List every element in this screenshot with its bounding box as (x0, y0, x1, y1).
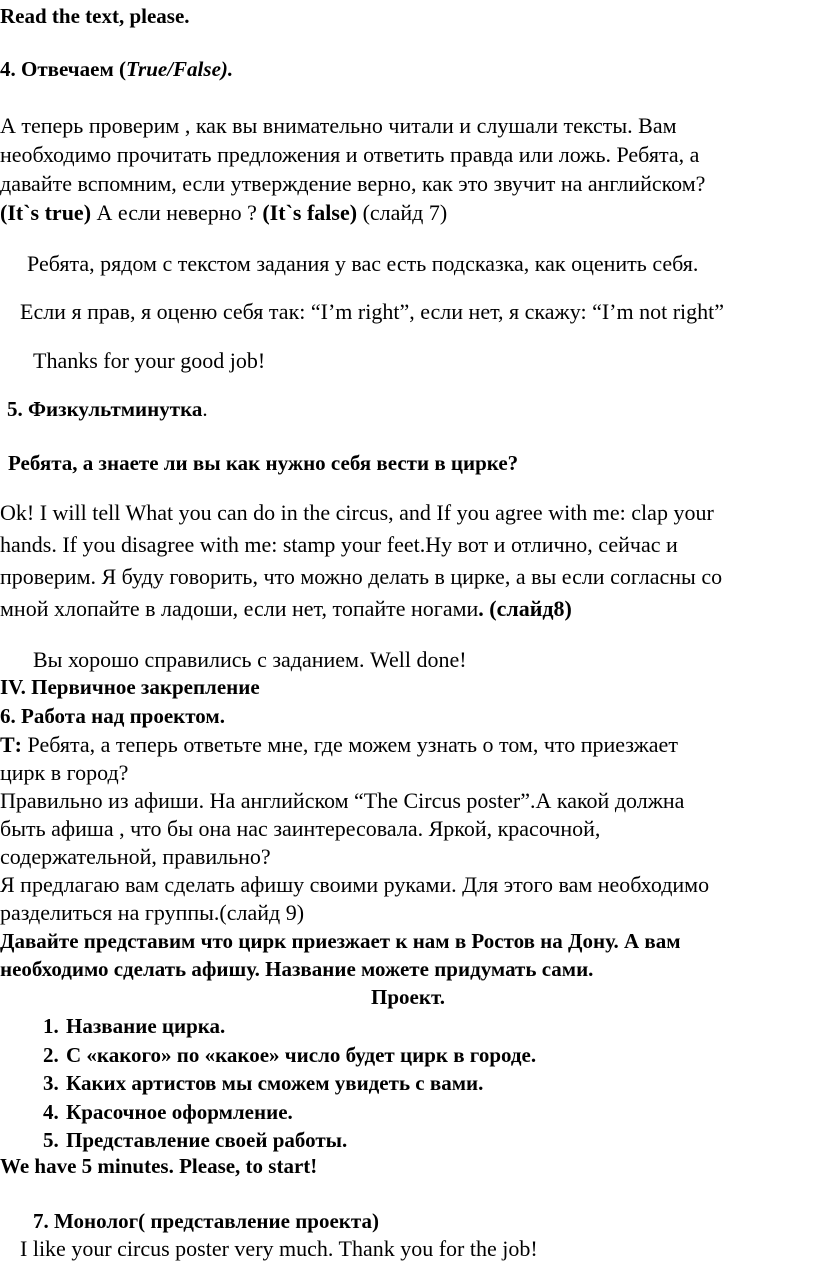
thanks-line: Thanks for your good job! (33, 348, 266, 373)
paragraph-line: А теперь проверим , как вы внимательно читали и слушали тексты. Вам (0, 113, 677, 138)
list-item: 4. Красочное оформление. (64, 1098, 536, 1127)
paragraph-line: Правильно из афиши. На английском “The Circus poster”.А какой должна (0, 788, 685, 813)
paragraph-line: содержательной, правильно? (0, 844, 271, 869)
list-item: 1. Название цирка. (64, 1012, 536, 1041)
hint-line: Ребята, рядом с текстом задания у вас есть подсказка, как оценить себя. (27, 251, 699, 276)
paragraph-line: мной хлопайте в ладоши, если нет, топайте ногами. (слайд8) (0, 596, 572, 621)
heading-read-text: Read the text, please. (0, 4, 190, 28)
paragraph-line: Ok! I will tell What you can do in the circus, and If you agree with me: clap your (0, 500, 714, 525)
teacher-line: Т: Ребята, а теперь ответьте мне, где можем узнать о том, что приезжает (0, 732, 678, 757)
project-list (0, 1012, 536, 1155)
paragraph-line: проверим. Я буду говорить, что можно делать в цирке, а вы если согласны со (0, 564, 723, 589)
heading-true-false: 4. Отвечаем (True/False). (0, 57, 234, 81)
well-done-line: Вы хорошо справились с заданием. Well done! (33, 647, 467, 672)
bold-paragraph-line: Давайте представим что цирк приезжает к нам в Ростов на Дону. А вам (0, 929, 681, 953)
closing-line: I like your circus poster very much. Thank you for the job! (20, 1236, 538, 1261)
monolog-heading: 7. Монолог( представление проекта) (33, 1209, 379, 1233)
heading-fizkultminutka: 5. Физкультминутка. (7, 397, 208, 421)
section-heading: 6. Работа над проектом. (0, 704, 225, 728)
project-title: Проект. (371, 985, 445, 1009)
circus-question: Ребята, а знаете ли вы как нужно себя вести в цирке? (8, 451, 519, 475)
paragraph-line: быть афиша , что бы она нас заинтересовала. Яркой, красочной, (0, 816, 601, 841)
bold-paragraph-line: необходимо сделать афишу. Название можете придумать сами. (0, 957, 594, 981)
minutes-line: We have 5 minutes. Please, to start! (0, 1154, 318, 1178)
paragraph-line: Я предлагаю вам сделать афишу своими руками. Для этого вам необходимо (0, 872, 710, 897)
paragraph-line: (It`s true) А если неверно ? (It`s false) (слайд 7) (0, 200, 448, 225)
paragraph-line: давайте вспомним, если утверждение верно, как это звучит на английском? (0, 171, 706, 196)
paragraph-line: цирк в город? (0, 760, 129, 785)
paragraph-line: hands. If you disagree with me: stamp your feet.Ну вот и отлично, сейчас и (0, 532, 678, 557)
list-item: 2. С «какого» по «какое» число будет цирк в городе. (64, 1041, 536, 1070)
list-item: 3. Каких артистов мы сможем увидеть с вами. (64, 1069, 536, 1098)
list-item: 5. Представление своей работы. (64, 1126, 536, 1155)
right-line: Если я прав, я оценю себя так: “I’m right”, если нет, я скажу: “I’m not right” (20, 299, 725, 324)
section-heading: IV. Первичное закрепление (0, 675, 260, 699)
paragraph-line: разделиться на группы.(слайд 9) (0, 900, 305, 925)
paragraph-line: необходимо прочитать предложения и ответить правда или ложь. Ребята, а (0, 142, 700, 167)
